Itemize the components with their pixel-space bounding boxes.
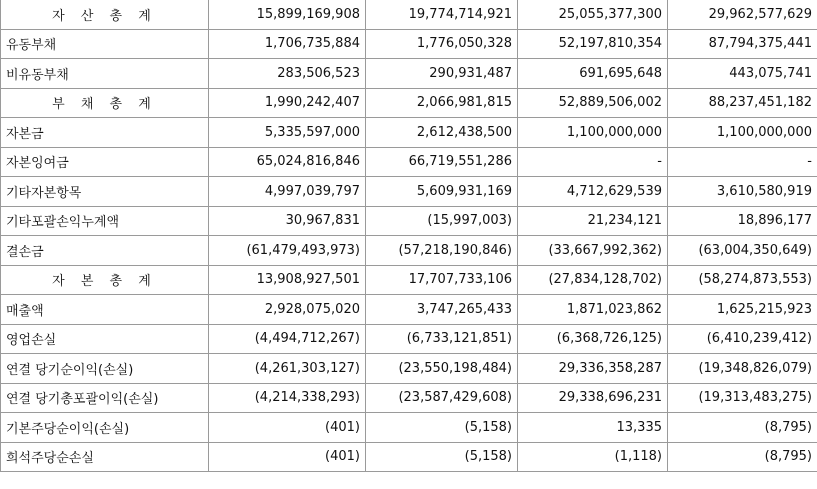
value-cell: 2,928,075,020 bbox=[209, 295, 366, 325]
row-label: 유동부채 bbox=[1, 29, 209, 59]
row-label: 자본금 bbox=[1, 118, 209, 148]
value-cell: 1,100,000,000 bbox=[518, 118, 668, 148]
table-row bbox=[1, 295, 817, 325]
value-cell: (33,667,992,362) bbox=[518, 236, 668, 266]
value-cell: 3,610,580,919 bbox=[668, 177, 817, 207]
table-row bbox=[1, 383, 817, 413]
value-cell: (8,795) bbox=[668, 442, 817, 472]
value-cell: 25,055,377,300 bbox=[518, 0, 668, 29]
value-cell: (6,368,726,125) bbox=[518, 324, 668, 354]
row-label: 희석주당순손실 bbox=[1, 442, 209, 472]
value-cell: 1,871,023,862 bbox=[518, 295, 668, 325]
value-cell: 15,899,169,908 bbox=[209, 0, 366, 29]
value-cell: (8,795) bbox=[668, 413, 817, 443]
value-cell: 1,990,242,407 bbox=[209, 88, 366, 118]
value-cell: (19,348,826,079) bbox=[668, 354, 817, 384]
value-cell: - bbox=[668, 147, 817, 177]
value-cell: 65,024,816,846 bbox=[209, 147, 366, 177]
value-cell: (4,261,303,127) bbox=[209, 354, 366, 384]
table-row bbox=[1, 118, 817, 148]
value-cell: 1,776,050,328 bbox=[366, 29, 518, 59]
row-label: 부 채 총 계 bbox=[1, 88, 209, 118]
row-label: 자 본 총 계 bbox=[1, 265, 209, 295]
row-label: 비유동부채 bbox=[1, 59, 209, 89]
table-row bbox=[1, 59, 817, 89]
value-cell: 29,336,358,287 bbox=[518, 354, 668, 384]
value-cell: 2,612,438,500 bbox=[366, 118, 518, 148]
value-cell: 5,609,931,169 bbox=[366, 177, 518, 207]
value-cell: 13,908,927,501 bbox=[209, 265, 366, 295]
table-row bbox=[1, 177, 817, 207]
value-cell: (15,997,003) bbox=[366, 206, 518, 236]
value-cell: 29,338,696,231 bbox=[518, 383, 668, 413]
value-cell: 1,706,735,884 bbox=[209, 29, 366, 59]
value-cell: (4,494,712,267) bbox=[209, 324, 366, 354]
value-cell: 290,931,487 bbox=[366, 59, 518, 89]
row-label: 연결 당기순이익(손실) bbox=[1, 354, 209, 384]
value-cell: 2,066,981,815 bbox=[366, 88, 518, 118]
table-row bbox=[1, 354, 817, 384]
value-cell: 691,695,648 bbox=[518, 59, 668, 89]
value-cell: 13,335 bbox=[518, 413, 668, 443]
value-cell: (63,004,350,649) bbox=[668, 236, 817, 266]
table-row bbox=[1, 236, 817, 266]
row-label: 연결 당기총포괄이익(손실) bbox=[1, 383, 209, 413]
row-label: 기타자본항목 bbox=[1, 177, 209, 207]
value-cell: 1,625,215,923 bbox=[668, 295, 817, 325]
value-cell: 21,234,121 bbox=[518, 206, 668, 236]
row-label: 영업손실 bbox=[1, 324, 209, 354]
value-cell: 5,335,597,000 bbox=[209, 118, 366, 148]
value-cell: (23,587,429,608) bbox=[366, 383, 518, 413]
value-cell: (6,410,239,412) bbox=[668, 324, 817, 354]
value-cell: (401) bbox=[209, 413, 366, 443]
table-row bbox=[1, 442, 817, 472]
value-cell: 88,237,451,182 bbox=[668, 88, 817, 118]
value-cell: 18,896,177 bbox=[668, 206, 817, 236]
value-cell: (57,218,190,846) bbox=[366, 236, 518, 266]
table-row bbox=[1, 324, 817, 354]
row-label: 기본주당순이익(손실) bbox=[1, 413, 209, 443]
row-label: 매출액 bbox=[1, 295, 209, 325]
row-label: 결손금 bbox=[1, 236, 209, 266]
value-cell: (5,158) bbox=[366, 442, 518, 472]
value-cell: (19,313,483,275) bbox=[668, 383, 817, 413]
total-row bbox=[1, 88, 817, 118]
value-cell: (401) bbox=[209, 442, 366, 472]
value-cell: 3,747,265,433 bbox=[366, 295, 518, 325]
value-cell: 87,794,375,441 bbox=[668, 29, 817, 59]
value-cell: (27,834,128,702) bbox=[518, 265, 668, 295]
total-row bbox=[1, 0, 817, 29]
value-cell: 52,889,506,002 bbox=[518, 88, 668, 118]
table-row bbox=[1, 29, 817, 59]
value-cell: (23,550,198,484) bbox=[366, 354, 518, 384]
value-cell: (4,214,338,293) bbox=[209, 383, 366, 413]
value-cell: 52,197,810,354 bbox=[518, 29, 668, 59]
value-cell: (5,158) bbox=[366, 413, 518, 443]
total-row bbox=[1, 265, 817, 295]
table-row bbox=[1, 147, 817, 177]
value-cell: 66,719,551,286 bbox=[366, 147, 518, 177]
value-cell: 443,075,741 bbox=[668, 59, 817, 89]
value-cell: 4,712,629,539 bbox=[518, 177, 668, 207]
value-cell: 4,997,039,797 bbox=[209, 177, 366, 207]
row-label: 기타포괄손익누계액 bbox=[1, 206, 209, 236]
value-cell: (61,479,493,973) bbox=[209, 236, 366, 266]
value-cell: 1,100,000,000 bbox=[668, 118, 817, 148]
value-cell: 17,707,733,106 bbox=[366, 265, 518, 295]
value-cell: (6,733,121,851) bbox=[366, 324, 518, 354]
row-label: 자 산 총 계 bbox=[1, 0, 209, 29]
row-label: 자본잉여금 bbox=[1, 147, 209, 177]
value-cell: 29,962,577,629 bbox=[668, 0, 817, 29]
value-cell: - bbox=[518, 147, 668, 177]
value-cell: (58,274,873,553) bbox=[668, 265, 817, 295]
value-cell: 283,506,523 bbox=[209, 59, 366, 89]
value-cell: 30,967,831 bbox=[209, 206, 366, 236]
table-row bbox=[1, 206, 817, 236]
table-body bbox=[1, 0, 817, 472]
table-row bbox=[1, 413, 817, 443]
value-cell: (1,118) bbox=[518, 442, 668, 472]
value-cell: 19,774,714,921 bbox=[366, 0, 518, 29]
